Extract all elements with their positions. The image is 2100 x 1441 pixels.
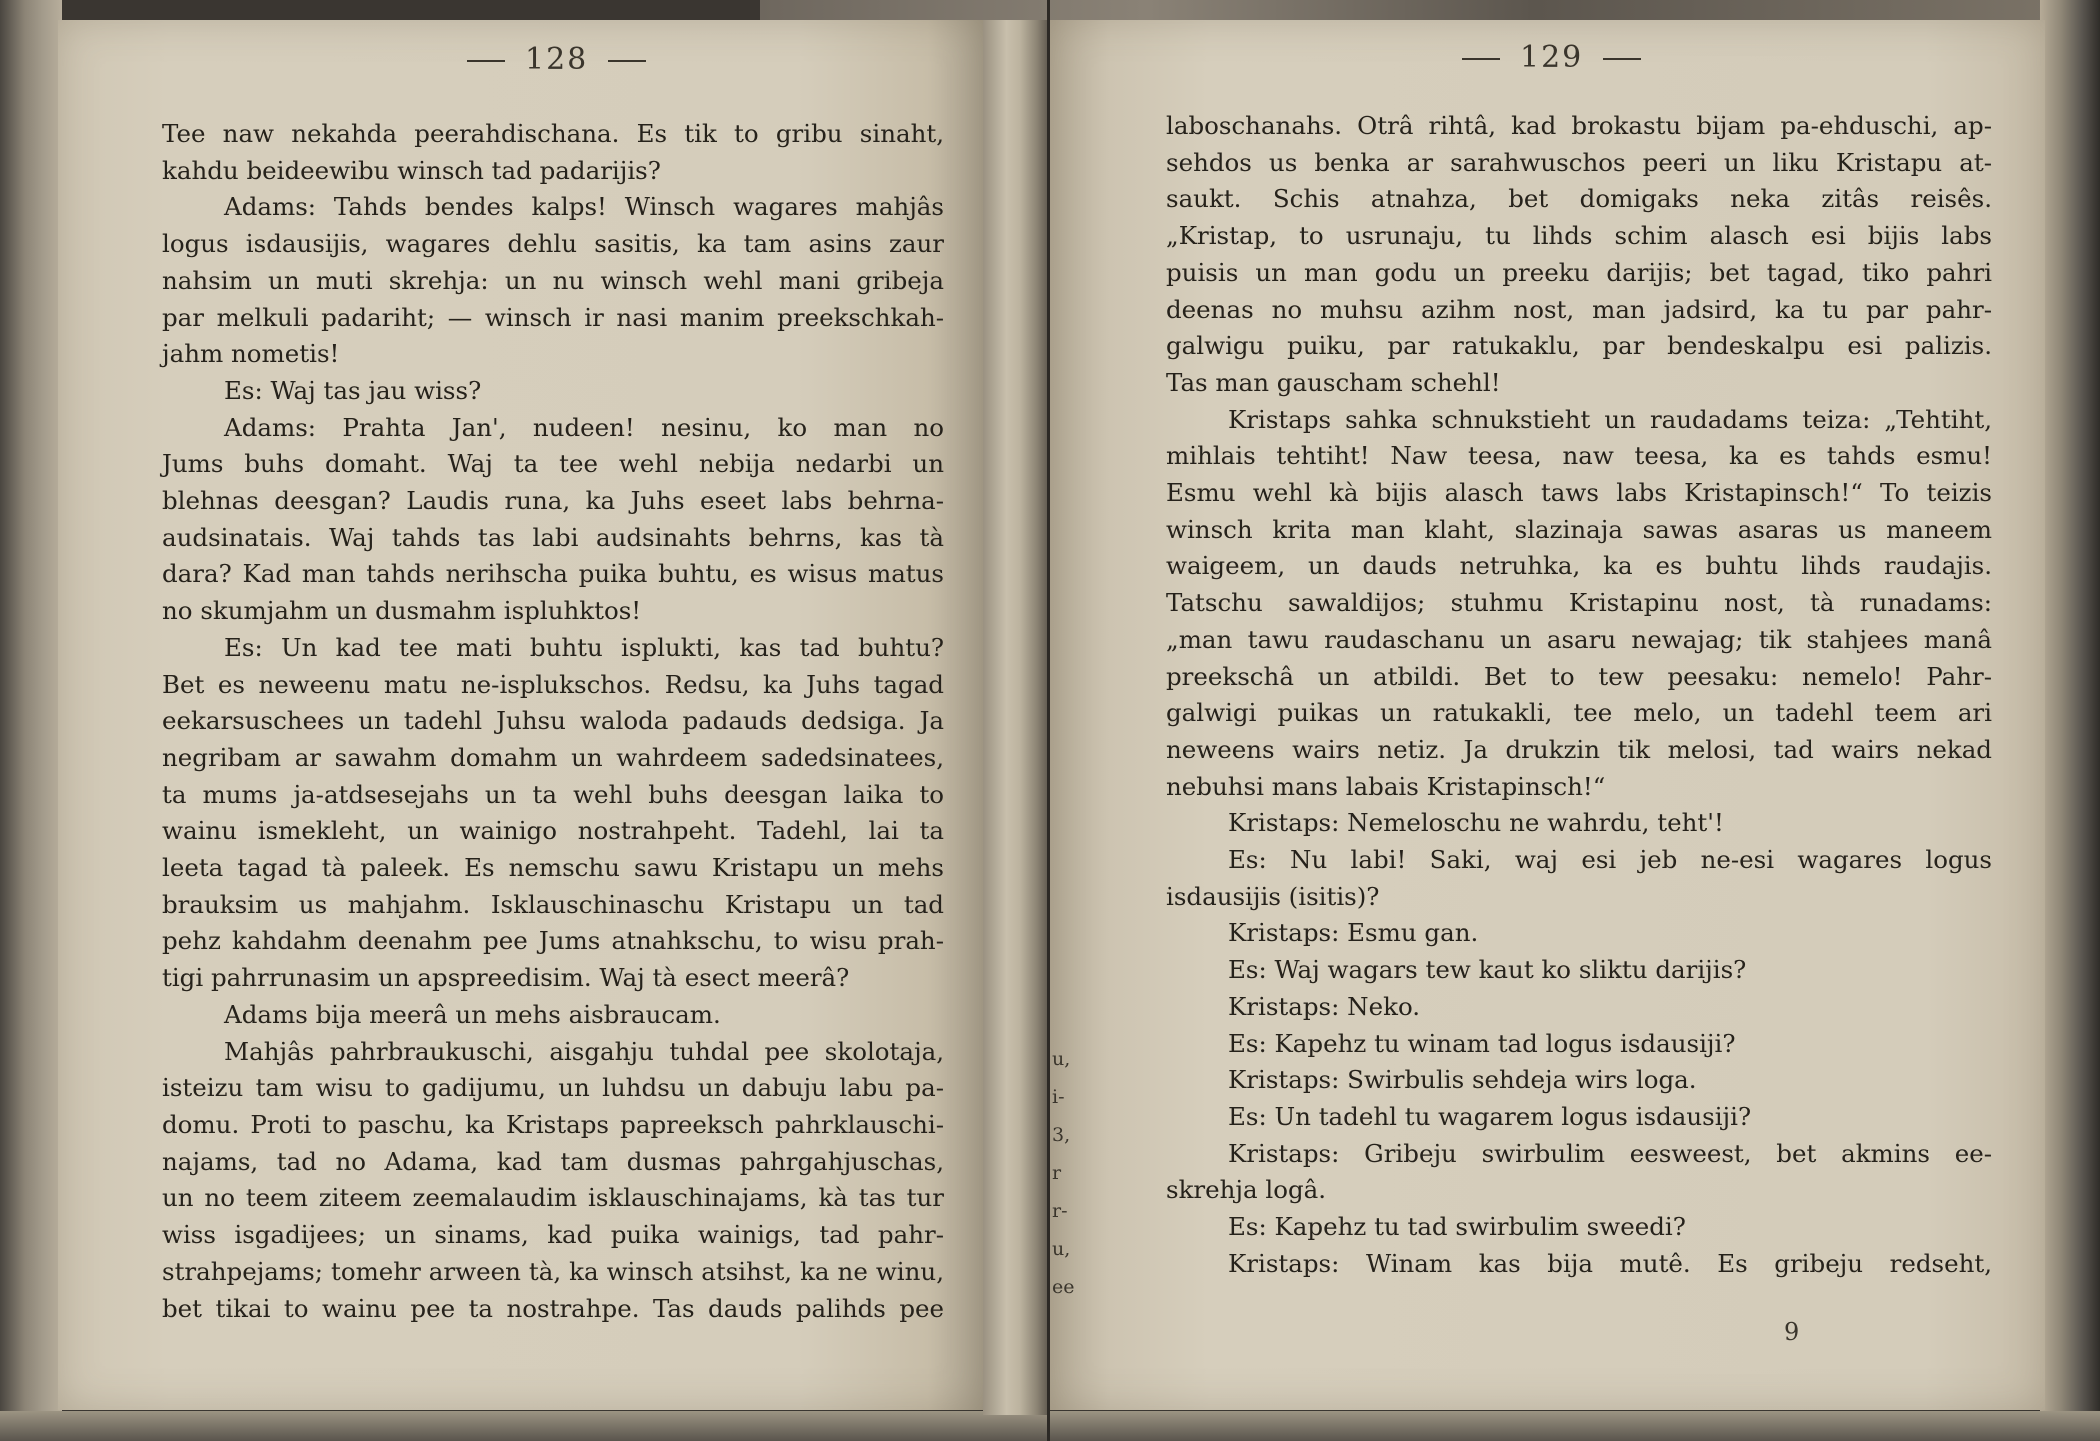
right-page <box>1050 20 2045 1410</box>
text-line: saukt. Schis atnahza, bet domigaks neka zitâs reisês. <box>1166 184 1992 214</box>
text-line: audsinatais. Waj tahds tas labi audsinahts behrns, kas tà <box>162 522 944 552</box>
text-line: Tas man gauscham schehl! <box>1166 367 1501 397</box>
text-line: Mahjâs pahrbraukuschi, aisgahju tuhdal pee skolotaja, <box>224 1036 944 1066</box>
text-line: Es: Nu labi! Saki, waj esi jeb ne-esi wagares logus <box>1228 845 1992 875</box>
text-line: logus isdausijis, wagares dehlu sasitis, ka tam asins zaur <box>162 229 944 259</box>
left-page <box>58 20 983 1410</box>
text-line: negribam ar sawahm domahm un wahrdeem sadedsinatees, <box>162 742 944 772</box>
text-line: no skumjahm un dusmahm ispluhktos! <box>162 596 642 626</box>
text-line: jahm nometis! <box>162 339 340 369</box>
text-line: najams, tad no Adama, kad tam dusmas pahrgahjuschas, <box>162 1146 944 1176</box>
signature-mark: 9 <box>1784 1318 1800 1346</box>
text-line: isdausijis (isitis)? <box>1166 881 1380 911</box>
text-line: waigeem, un dauds netruhka, ka es buhtu lihds raudajis. <box>1166 551 1992 581</box>
text-line: leeta tagad tà paleek. Es nemschu sawu Kristapu un mehs <box>162 853 944 883</box>
text-line: Es: Un kad tee mati buhtu isplukti, kas tad buhtu? <box>224 632 944 662</box>
text-line: Kristaps: Swirbulis sehdeja wirs loga. <box>1228 1065 1697 1095</box>
text-line: ta mums ja-atdsesejahs un ta wehl buhs deesgan laika to <box>162 779 944 809</box>
text-line: strahpejams; tomehr arween tà, ka winsch atsihst, ka ne winu, <box>162 1256 944 1286</box>
text-line: Adams: Tahds bendes kalps! Winsch wagares mahjâs <box>224 192 944 222</box>
text-line: un no teem ziteem zeemalaudim isklauschinajams, kà tas tur <box>162 1183 944 1213</box>
bottom-edge <box>0 1411 2100 1441</box>
text-line: wainu ismekleht, un wainigo nostrahpeht. Tadehl, lai ta <box>162 816 944 846</box>
text-line: Es: Kapehz tu tad swirbulim sweedi? <box>1228 1212 1686 1242</box>
text-line: blehnas deesgan? Laudis runa, ka Juhs eseet labs behrna- <box>162 486 944 516</box>
gutter-show-through: u, i- 3, r r- u, ee <box>1052 1048 1075 1298</box>
text-line: nahsim un muti skrehja: un nu winsch wehl mani gribeja <box>162 265 944 295</box>
text-line: Tee naw nekahda peerahdischana. Es tik to gribu sinaht, <box>162 119 944 148</box>
text-line: Bet es neweenu matu ne-isplukschos. Redsu, ka Juhs tagad <box>162 669 944 699</box>
text-line: par melkuli padariht; — winsch ir nasi manim preekschkah- <box>162 302 944 332</box>
text-line: Tatschu sawaldijos; stuhmu Kristapinu nost, tà runadams: <box>1166 588 1992 618</box>
text-line: bet tikai to wainu pee ta nostrahpe. Tas dauds palihds pee <box>162 1293 944 1323</box>
text-line: neweens wairs netiz. Ja drukzin tik melosi, tad wairs nekad <box>1166 734 1992 764</box>
text-line: dara? Kad man tahds nerihscha puika buhtu, es wisus matus <box>162 559 944 589</box>
text-line: nebuhsi mans labais Kristapinsch!“ <box>1166 771 1606 801</box>
text-line: Kristaps sahka schnukstieht un raudadams teiza: „Tehtiht, <box>1228 404 1992 434</box>
text-line: Kristaps: Esmu gan. <box>1228 918 1479 948</box>
text-line: „man tawu raudaschanu un asaru newajag; tik stahjees manâ <box>1166 624 1992 654</box>
text-line: laboschanahs. Otrâ rihtâ, kad brokastu bijam pa-ehduschi, ap- <box>1166 111 1992 140</box>
text-line: galwigu puiku, par ratukaklu, par bendeskalpu esi palizis. <box>1166 331 1992 361</box>
text-line: Adams: Prahta Jan', nudeen! nesinu, ko man no <box>224 412 944 442</box>
text-line: Kristaps: Neko. <box>1228 991 1421 1021</box>
text-line: Kristaps: Nemeloschu ne wahrdu, teht'! <box>1228 808 1724 838</box>
text-line: Kristaps: Gribeju swirbulim eesweest, bet akmins ee- <box>1228 1138 1992 1168</box>
text-line: mihlais tehtiht! Naw teesa, naw teesa, ka es tahds esmu! <box>1166 441 1992 471</box>
text-line: deenas no muhsu azihm nost, man jadsird, ka tu par pahr- <box>1166 294 1992 324</box>
text-line: Esmu wehl kà bijis alasch taws labs Kristapinsch!“ To teizis <box>1166 478 1992 508</box>
text-line: Adams bija meerâ un mehs aisbraucam. <box>224 999 721 1029</box>
left-page-number: 128 <box>447 42 666 77</box>
left-page-text <box>162 116 944 1327</box>
text-line: puisis un man godu un preeku darijis; bet tagad, tiko pahri <box>1166 257 1992 287</box>
text-line: Es: Waj tas jau wiss? <box>224 375 482 405</box>
text-line: pehz kahdahm deenahm pee Jums atnahkschu, to wisu prah- <box>162 926 944 956</box>
text-line: Jums buhs domaht. Waj ta tee wehl nebija nedarbi un <box>162 449 944 479</box>
text-line: domu. Proti to paschu, ka Kristaps papreeksch pahrklauschi- <box>162 1109 944 1139</box>
text-line: eekarsuschees un tadehl Juhsu waloda padauds dedsiga. Ja <box>162 706 944 736</box>
text-line: sehdos us benka ar sarahwuschos peeri un liku Kristapu at- <box>1166 147 1992 177</box>
text-line: Es: Kapehz tu winam tad logus isdausiji? <box>1228 1028 1736 1058</box>
text-line: winsch krita man klaht, slazinaja sawas asaras us maneem <box>1166 514 1992 544</box>
book-gutter <box>983 20 1050 1415</box>
text-line: isteizu tam wisu to gadijumu, un luhdsu un dabuju labu pa- <box>162 1073 944 1103</box>
text-line: Es: Un tadehl tu wagarem logus isdausiji? <box>1228 1101 1752 1131</box>
text-line: Kristaps: Winam kas bija mutê. Es gribeju redseht, <box>1228 1248 1992 1278</box>
right-page-number: 129 <box>1442 40 1661 75</box>
text-line: galwigi puikas un ratukakli, tee melo, un tadehl teem ari <box>1166 698 1992 728</box>
right-page-edges <box>2040 0 2100 1441</box>
text-line: tigi pahrrunasim un apspreedisim. Waj tà esect meerâ? <box>162 963 850 993</box>
text-line: wiss isgadijees; un sinams, kad puika wainigs, tad pahr- <box>162 1220 944 1250</box>
text-line: skrehja logâ. <box>1166 1175 1327 1205</box>
text-line: „Kristap, to usrunaju, tu lihds schim alasch esi bijis labs <box>1166 221 1992 251</box>
text-line: preekschâ un atbildi. Bet to tew peesaku: nemelo! Pahr- <box>1166 661 1992 691</box>
right-page-text <box>1166 108 1992 1283</box>
left-page-edges <box>0 0 62 1441</box>
text-line: Es: Waj wagars tew kaut ko sliktu darijis? <box>1228 955 1747 985</box>
text-line: brauksim us mahjahm. Isklauschinaschu Kristapu un tad <box>162 889 944 919</box>
text-line: kahdu beideewibu winsch tad padarijis? <box>162 155 661 185</box>
